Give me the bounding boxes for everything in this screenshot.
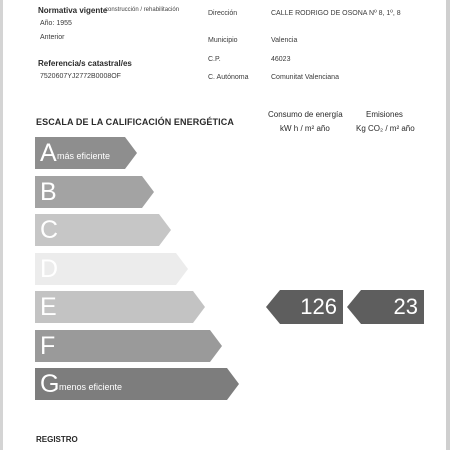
referencia-value: 7520607YJ2772B0008OF [40,73,121,80]
grade-letter: D [40,254,59,283]
grade-letter: F [40,331,56,360]
consumo-unit: kW h / m² año [280,124,330,133]
autonoma-value: Comunitat Valenciana [271,74,339,81]
scale-title: ESCALA DE LA CALIFICACIÓN ENERGÉTICA [36,117,234,127]
grade-letter: G [40,370,60,398]
grade-description: menos eficiente [59,382,123,392]
grade-arrow-shape [35,291,205,323]
direccion-label: Dirección [208,10,238,17]
emisiones-unit: Kg CO₂ / m² año [356,124,415,133]
grade-arrow-b [35,176,154,208]
year-value: Año: 1955 [40,20,72,27]
emisiones-value: 23 [393,294,418,319]
autonoma-label: C. Autónoma [208,74,249,81]
page-right-edge [446,0,450,450]
cp-value: 46023 [271,56,291,63]
grade-arrow-e [35,291,205,323]
grade-arrow-f [35,330,222,362]
emisiones-label: Emisiones [366,110,403,119]
grade-arrow-a [35,137,137,169]
consumo-label: Consumo de energía [268,110,343,119]
grade-arrow-g [35,368,239,400]
consumo-value: 126 [300,294,337,319]
cp-label: C.P. [208,56,221,63]
normativa-label: Normativa vigente [38,6,108,15]
normativa-sub: construcción / rehabilitación [105,7,180,13]
registro-label: REGISTRO [36,435,78,444]
grade-letter: E [40,293,57,321]
grade-letter: B [40,177,57,206]
municipio-value: Valencia [271,37,298,44]
grade-description: más eficiente [57,151,111,161]
municipio-label: Municipio [208,37,238,44]
grade-letter: A [40,139,57,167]
grade-letter: C [40,216,59,244]
page-left-edge [0,0,3,450]
referencia-label: Referencia/s catastral/es [38,59,132,68]
anterior-label: Anterior [40,34,65,41]
direccion-value: CALLE RODRIGO DE OSONA Nº 8, 1º, 8 [271,10,401,17]
grade-arrow-d [35,253,188,285]
grade-arrow-c [35,214,171,246]
consumo-result-arrow [266,290,343,324]
emisiones-result-arrow [347,290,424,324]
grade-arrow-shape [35,330,222,362]
